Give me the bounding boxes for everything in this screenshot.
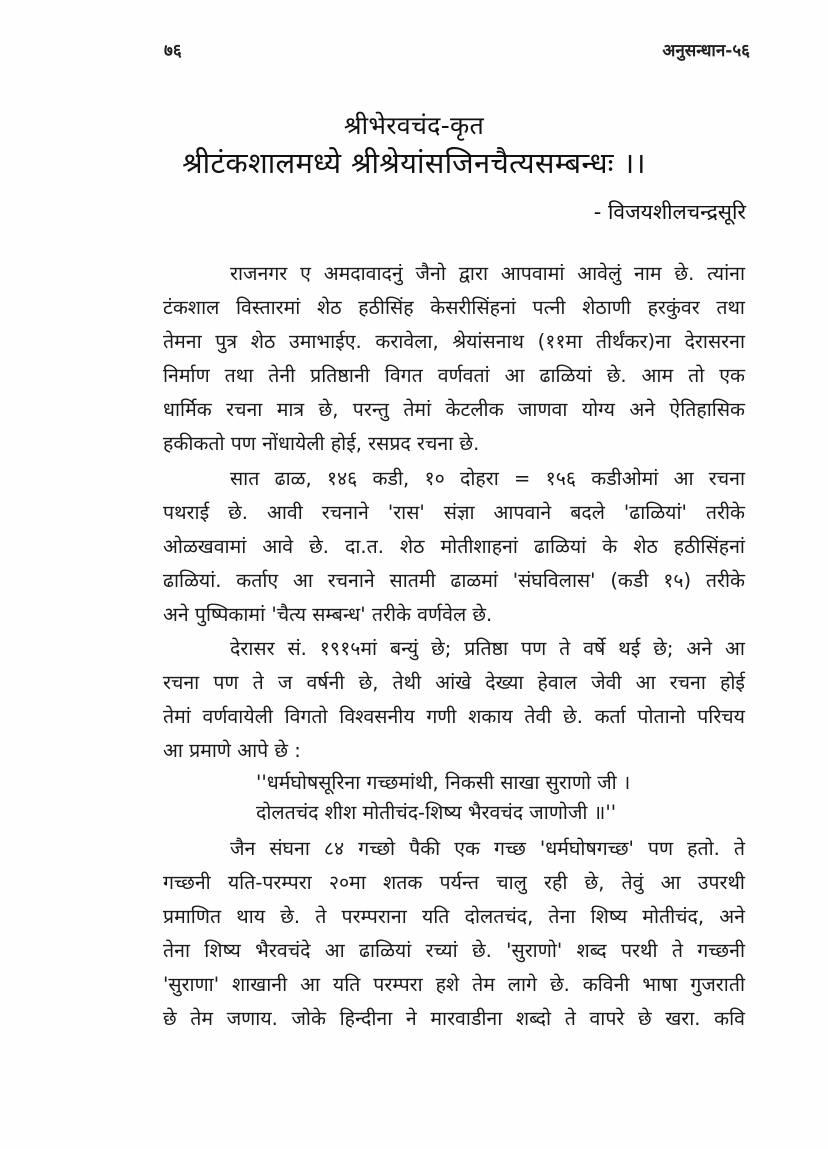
text-line: गच्छनी यति-परम्परा २०मा शतक पर्यन्त चालु रही छे, तेवुं आ उपरथी	[163, 871, 745, 894]
text-line: तेमां वर्णवायेली विगतो विश्वसनीय गणी शकाय तेवी छे. कर्ता पोतानो परिचय	[163, 705, 745, 728]
article-author: - विजयशीलचन्द्रसूरि	[593, 200, 746, 224]
text-line: हकीकतो पण नोंधायेली होई, रसप्रद रचना छे.	[163, 432, 480, 455]
text-line: तेना शिष्य भैरवचंदे आ ढाळियां रच्यां छे. 'सुराणो' शब्द परथी ते गच्छनी	[163, 939, 745, 962]
article-subtitle: श्रीभेरवचंद-कृत	[343, 111, 485, 140]
text-line: तेमना पुत्र शेठ उमाभाईए. करावेला, श्रेयांसनाथ (११मा तीर्थंकर)ना देरासरना	[163, 330, 745, 353]
text-line: ओळखवामां आवे छे. दा.त. शेठ मोतीशाहनां ढाळियां के शेठ हठीसिंहनां	[163, 535, 745, 558]
text-line: सात ढाळ, १४६ कडी, १० दोहरा = १५६ कडीओमां आ रचना	[230, 467, 745, 490]
article-title: श्रीटंकशालमध्ये श्रीश्रेयांसजिनचैत्यसम्बन्धः ।।	[182, 146, 646, 180]
text-line: छे तेम जणाय. जोके हिन्दीना ने मारवाडीना शब्दो ते वापरे छे खरा. कवि	[163, 1007, 745, 1030]
text-line: 'सुराणा' शाखानी आ यति परम्परा हशे तेम लागे छे. कविनी भाषा गुजराती	[163, 973, 745, 996]
text-line: राजनगर ए अमदावादनुं जैनो द्वारा आपवामां आवेलुं नाम छे. त्यांना	[230, 262, 745, 285]
text-line: प्रमाणित थाय छे. ते परम्पराना यति दोलतचंद, तेना शिष्य मोतीचंद, अने	[163, 905, 745, 928]
verse-line: दोलतचंद शीश मोतीचंद-शिष्य भैरवचंद जाणोजी ॥''	[256, 801, 617, 824]
text-line: टंकशाल विस्तारमां शेठ हठीसिंह केसरीसिंहनां पत्नी शेठाणी हरकुंवर तथा	[163, 296, 745, 319]
text-line: ढाळियां. कर्ताए आ रचनाने सातमी ढाळमां 'संघविलास' (कडी १५) तरीके	[163, 569, 745, 592]
text-line: रचना पण ते ज वर्षनी छे, तेथी आंखे देख्या हेवाल जेवी आ रचना होई	[163, 671, 745, 694]
text-line: अने पुष्पिकामां 'चैत्य सम्बन्ध' तरीके वर्णवेल छे.	[163, 603, 493, 626]
text-line: निर्माण तथा तेनी प्रतिष्ठानी विगत वर्णवतां आ ढाळियां छे. आम तो एक	[163, 364, 745, 387]
text-line: धार्मिक रचना मात्र छे, परन्तु तेमां केटलीक जाणवा योग्य अने ऐतिहासिक	[163, 398, 745, 421]
verse-line: ''धर्मघोषसूरिना गच्छमांथी, निकसी साखा सुराणो जी ।	[256, 771, 631, 794]
text-line: जैन संघना ८४ गच्छो पैकी एक गच्छ 'धर्मघोषगच्छ' पण हतो. ते	[230, 837, 745, 860]
running-title: अनुसन्धान-५६	[662, 41, 750, 61]
text-line: देरासर सं. १९१५मां बन्युं छे; प्रतिष्ठा पण ते वर्षे थई छे; अने आ	[230, 637, 745, 660]
page-number: ७६	[164, 41, 182, 61]
text-line: आ प्रमाणे आपे छे :	[163, 739, 301, 762]
text-line: पथराई छे. आवी रचनाने 'रास' संज्ञा आपवाने बदले 'ढाळियां' तरीके	[163, 501, 745, 524]
